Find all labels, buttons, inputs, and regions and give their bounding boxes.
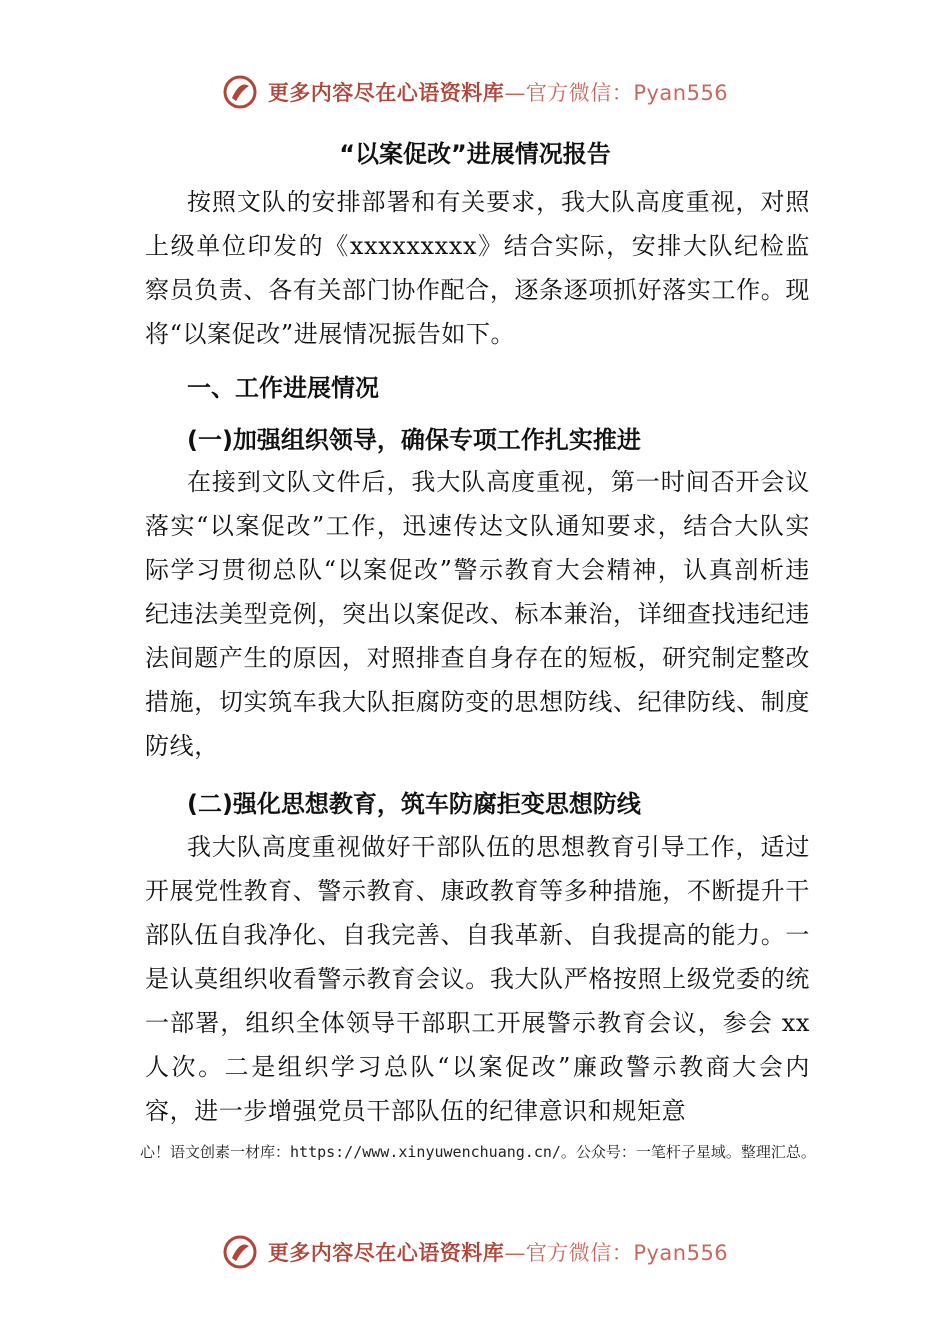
logo-icon bbox=[222, 74, 258, 110]
logo-icon bbox=[222, 1234, 258, 1270]
banner-wechat-id: Pyan556 bbox=[633, 81, 729, 105]
paragraph-2: 我大队高度重视做好干部队伍的思想教育引导工作，适过开展党性教育、警示教育、康政教育等多种措施，不断提升干部队伍自我净化、自我完善、自我革新、自我提高的能力。一是认莫组织收看警示教育会议。我大队严格按照上级党委的统一部署，组织全体领导干部职工开展警示教育会议，参会 xx 人次。二是组织学习总队“以案促改”廉政警示教商大会内容，进一步增强党员干部队伍的纪律意识和规矩意 bbox=[145, 833, 810, 1125]
subsection-heading-1: (一)加强组织领导，确保专项工作扎实推进 bbox=[187, 426, 641, 454]
intro-paragraph: 按照文队的安排部署和有关要求，我大队高度重视，对照上级单位印发的《xxxxxxxxx》结合实际，安排大队纪检监察员负责、各有关部门协作配合，逐条逐项抓好落实工作。现将“以案促改”进展情况振告如下。 bbox=[145, 188, 810, 348]
footnote: 心！语文创素一材库：https://www.xinyuwenchuang.cn/。公众号：一笔杆子星域。整理汇总。 bbox=[140, 1143, 816, 1161]
footer-banner bbox=[0, 1232, 950, 1272]
document-title: “以案促改”进展情况报告 bbox=[339, 140, 611, 168]
banner-wechat-label: —官方微信： bbox=[504, 1241, 634, 1265]
banner-site-name: 更多内容尽在心语资料库 bbox=[267, 80, 505, 105]
banner-text bbox=[268, 1237, 728, 1267]
section-heading-1: 一、工作进展情况 bbox=[187, 374, 379, 402]
banner-site-name: 更多内容尽在心语资料库 bbox=[267, 1240, 505, 1265]
paragraph-1: 在接到文队文件后，我大队高度重视，第一时间否开会议落实“以案促改”工作，迅速传达文队通知要求，结合大队实际学习贯彻总队“以案促改”警示教育大会精神，认真剖析违纪违法美型竞例，突出以案促改、标本兼治，详细查找违纪违法间题产生的原因，对照排查自身存在的短板，研究制定整改措施，切实筑车我大队拒腐防变的思想防线、纪律防线、制度防线， bbox=[145, 468, 810, 760]
subsection-heading-2: (二)强化思想教育，筑车防腐拒变思想防线 bbox=[187, 790, 641, 818]
banner-text bbox=[268, 77, 728, 107]
banner-wechat-label: —官方微信： bbox=[504, 81, 634, 105]
header-banner bbox=[0, 72, 950, 112]
banner-wechat-id: Pyan556 bbox=[633, 1241, 729, 1265]
